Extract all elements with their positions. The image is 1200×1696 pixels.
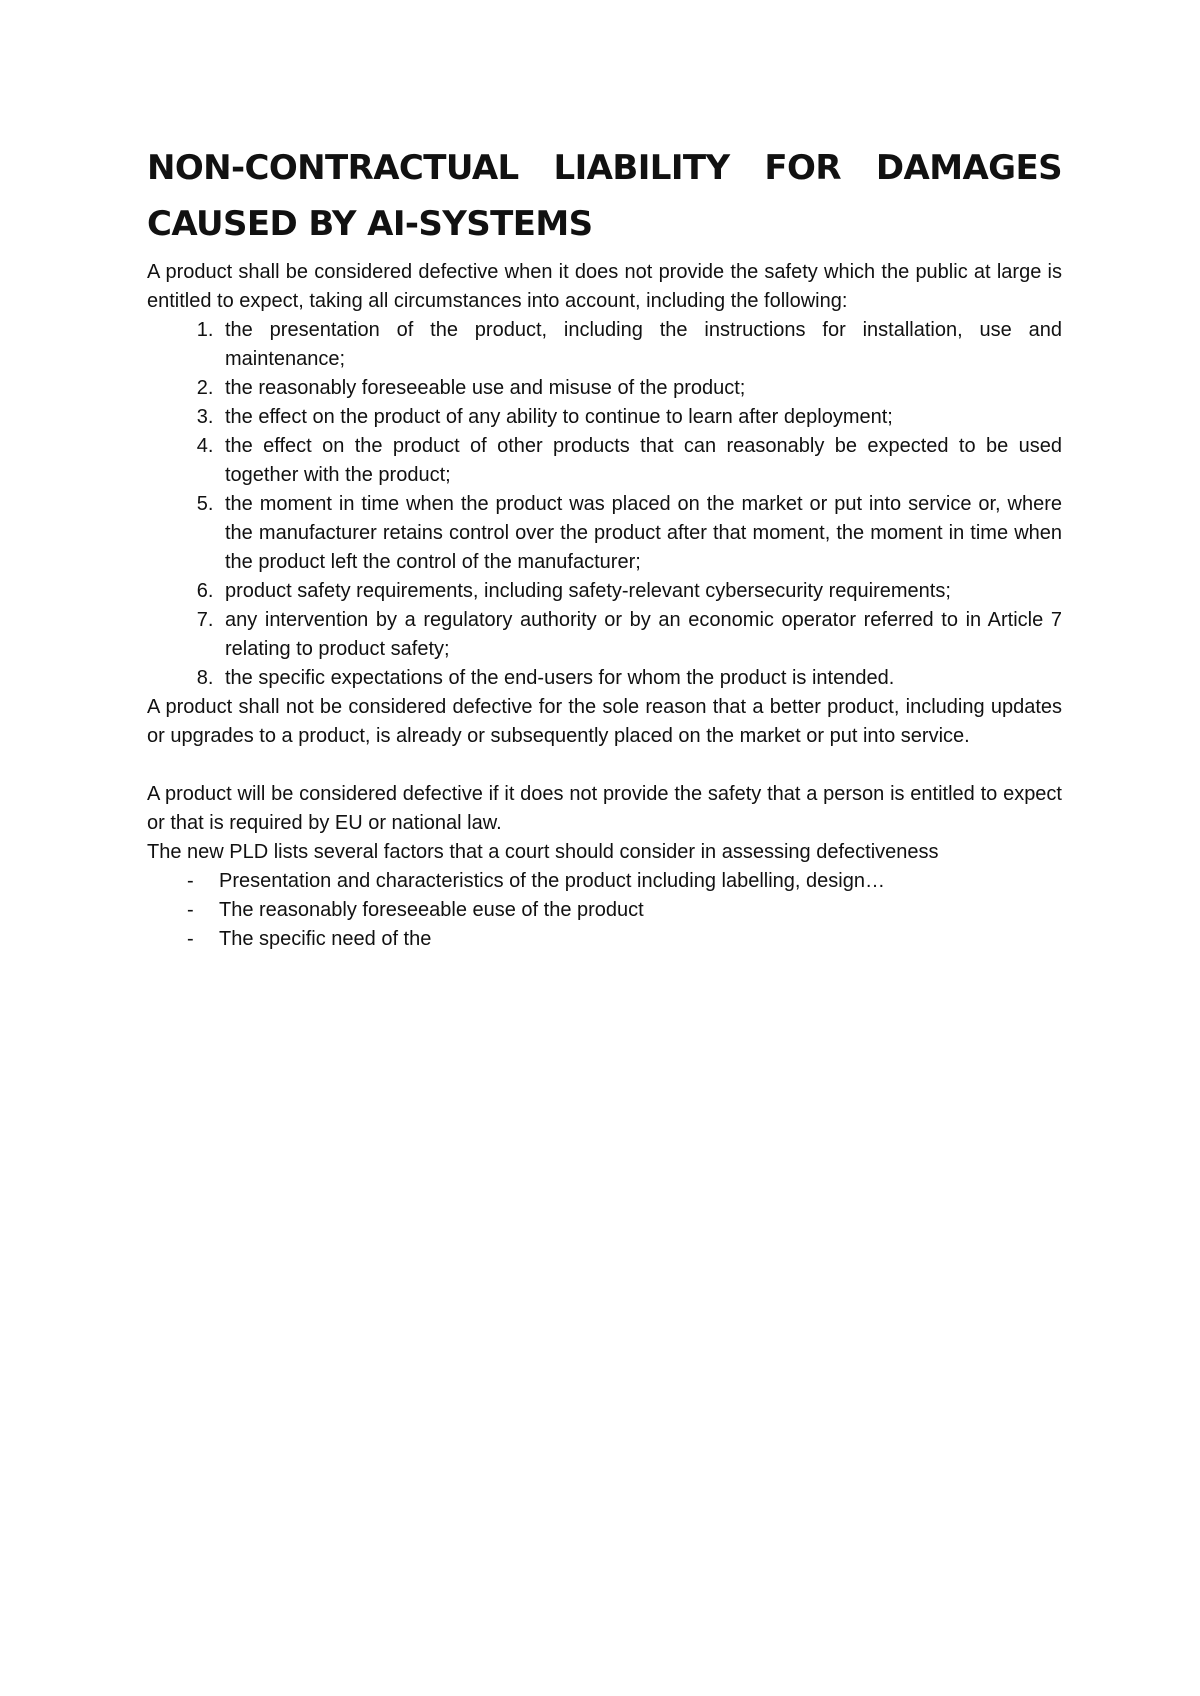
not-defective-paragraph: A product shall not be considered defective for the sole reason that a better product, including updates or upgrades to a product, is already or subsequently placed on the market or put into service. — [147, 696, 1062, 747]
dash-bullet: - — [187, 928, 194, 950]
pld-intro-paragraph: The new PLD lists several factors that a court should consider in assessing defectiveness — [147, 841, 939, 863]
list-item: 2. the reasonably foreseeable use and misuse of the product; — [219, 374, 1062, 403]
dash-bullet: - — [187, 899, 194, 921]
paragraph-spacer — [147, 751, 1062, 780]
list-item — [187, 896, 1062, 925]
list-item: 3. the effect on the product of any ability to continue to learn after deployment; — [219, 403, 1062, 432]
list-item: 4. the effect on the product of other products that can reasonably be expected to be used together with the product; — [219, 432, 1062, 490]
summary-paragraph: A product will be considered defective if it does not provide the safety that a person is entitled to expect or that is required by EU or national law. — [147, 783, 1062, 834]
list-item: 8. the specific expectations of the end-users for whom the product is intended. — [219, 664, 1062, 693]
list-item — [187, 925, 1062, 954]
list-item: 7. any intervention by a regulatory authority or by an economic operator referred to in Article 7 relating to product safety; — [219, 606, 1062, 664]
list-item: 1. the presentation of the product, including the instructions for installation, use and maintenance; — [219, 316, 1062, 374]
list-item: 6. product safety requirements, including safety-relevant cybersecurity requirements; — [219, 577, 1062, 606]
dash-bullet: - — [187, 870, 194, 892]
factor-text: The specific need of the — [219, 928, 432, 950]
factor-text: Presentation and characteristics of the product including labelling, design… — [219, 870, 885, 892]
pld-factors-list — [147, 867, 1062, 954]
defectiveness-criteria-list — [147, 316, 1062, 693]
list-item — [187, 867, 1062, 896]
list-item: 5. the moment in time when the product was placed on the market or put into service or, where the manufacturer retains control over the product after that moment, the moment in time when the product left the control of the manufacturer; — [219, 490, 1062, 577]
document-page — [147, 140, 1062, 954]
document-title: NON-CONTRACTUAL LIABILITY FOR DAMAGES CAUSED BY AI-SYSTEMS — [147, 148, 1062, 244]
factor-text: The reasonably foreseeable euse of the product — [219, 899, 644, 921]
intro-paragraph: A product shall be considered defective when it does not provide the safety which the public at large is entitled to expect, taking all circumstances into account, including the following: — [147, 261, 1062, 312]
